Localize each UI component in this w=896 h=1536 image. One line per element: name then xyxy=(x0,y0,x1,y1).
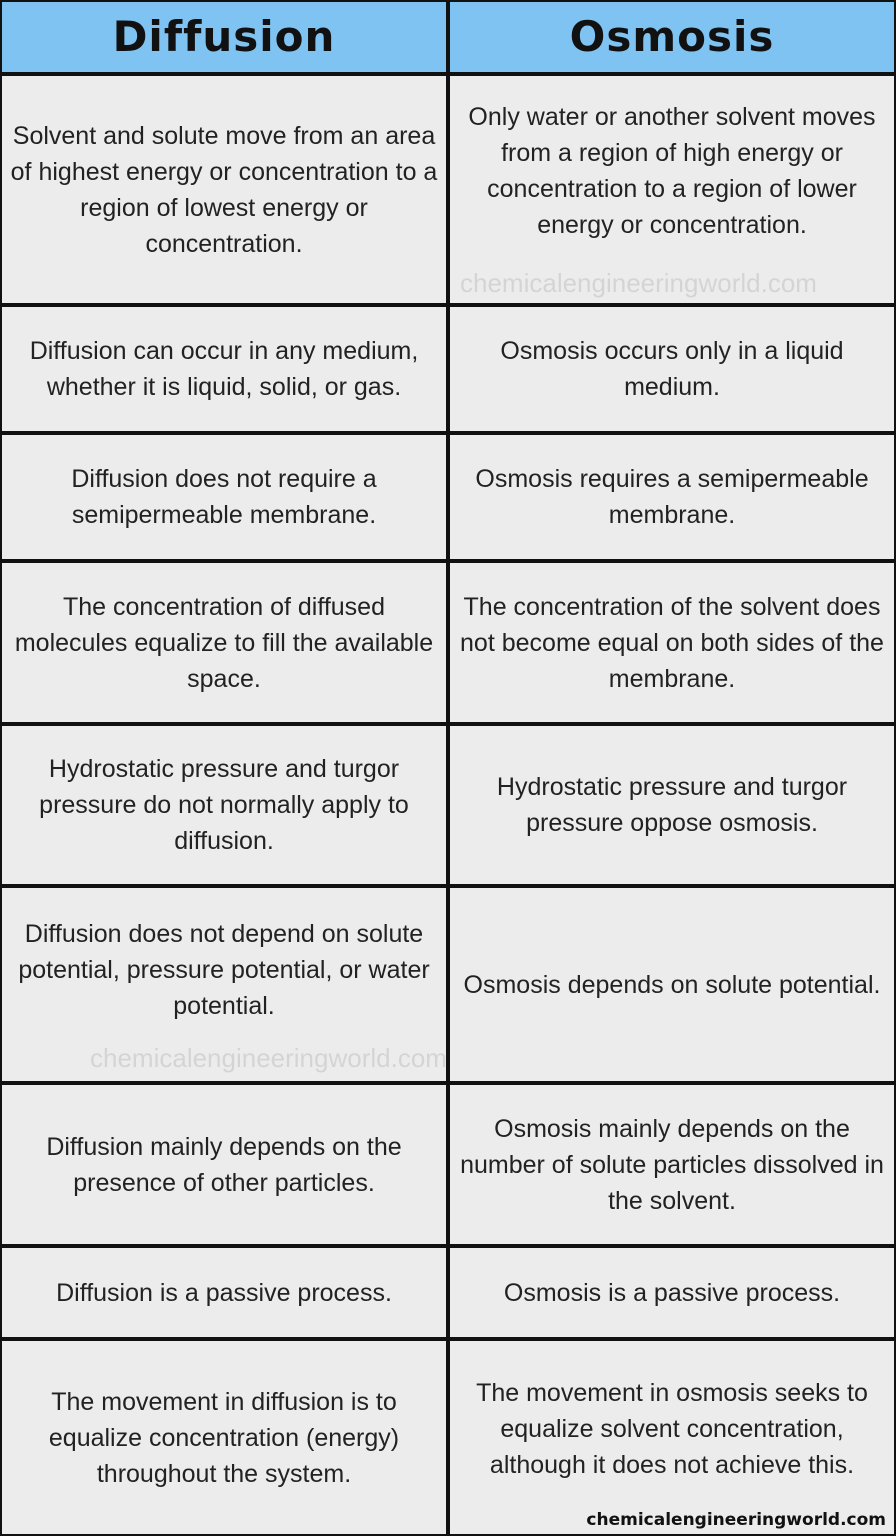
row-1-osmosis: Only water or another solvent moves from a region of high energy or concentration to a region of lower energy or concentration. xyxy=(450,76,894,303)
row-7-osmosis: Osmosis mainly depends on the number of solute particles dissolved in the solvent. xyxy=(450,1085,894,1244)
site-credit: chemicalengineeringworld.com xyxy=(586,1510,886,1530)
row-8-diffusion: Diffusion is a passive process. xyxy=(2,1248,446,1337)
header-osmosis: Osmosis xyxy=(450,2,894,72)
row-2-osmosis: Osmosis occurs only in a liquid medium. xyxy=(450,307,894,431)
row-2-diffusion: Diffusion can occur in any medium, whether it is liquid, solid, or gas. xyxy=(2,307,446,431)
row-9-diffusion: The movement in diffusion is to equalize concentration (energy) throughout the system. xyxy=(2,1341,446,1534)
row-4-diffusion: The concentration of diffused molecules equalize to fill the available space. xyxy=(2,563,446,722)
row-8-osmosis: Osmosis is a passive process. xyxy=(450,1248,894,1337)
row-5-diffusion: Hydrostatic pressure and turgor pressure do not normally apply to diffusion. xyxy=(2,726,446,884)
row-1-diffusion: Solvent and solute move from an area of highest energy or concentration to a region of lowest energy or concentration. xyxy=(2,76,446,303)
header-diffusion: Diffusion xyxy=(2,2,446,72)
row-9-osmosis: The movement in osmosis seeks to equalize solvent concentration, although it does not achieve this. xyxy=(450,1341,894,1534)
row-6-osmosis: Osmosis depends on solute potential. xyxy=(450,888,894,1081)
row-4-osmosis: The concentration of the solvent does not become equal on both sides of the membrane. xyxy=(450,563,894,722)
row-3-diffusion: Diffusion does not require a semipermeable membrane. xyxy=(2,435,446,559)
row-6-diffusion: Diffusion does not depend on solute potential, pressure potential, or water potential. xyxy=(2,888,446,1081)
row-7-diffusion: Diffusion mainly depends on the presence of other particles. xyxy=(2,1085,446,1244)
row-5-osmosis: Hydrostatic pressure and turgor pressure oppose osmosis. xyxy=(450,726,894,884)
row-3-osmosis: Osmosis requires a semipermeable membrane. xyxy=(450,435,894,559)
